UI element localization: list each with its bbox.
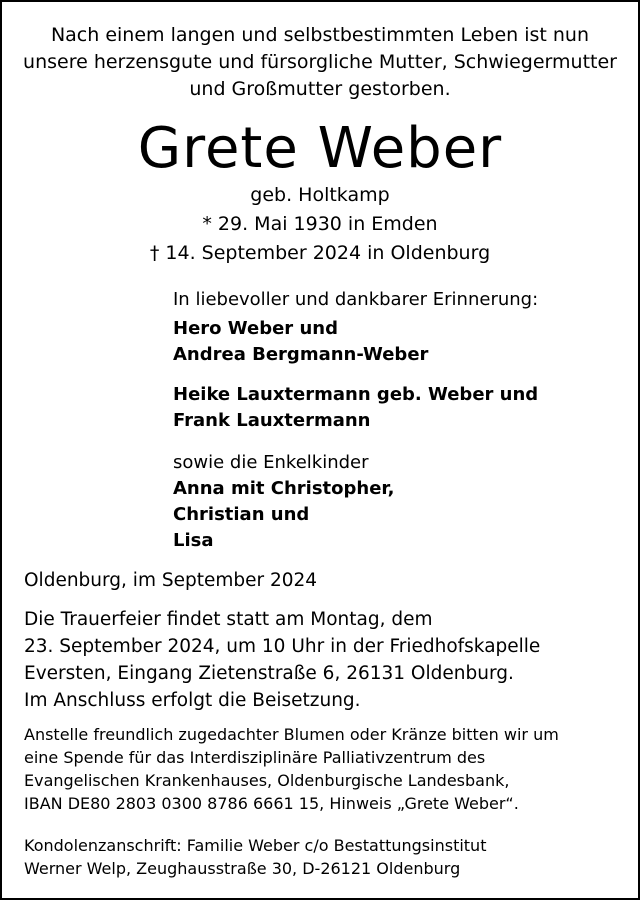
place-date: Oldenburg, im September 2024	[24, 570, 318, 591]
maiden-name: geb. Holtkamp	[250, 184, 390, 206]
intro-text	[2, 22, 638, 103]
mourner-family-2	[173, 382, 538, 434]
service-line: Im Anschluss erfolgt die Beisetzung.	[24, 690, 361, 711]
service-line: 23. September 2024, um 10 Uhr in der Friedhofskapelle	[24, 636, 541, 657]
grandchildren-intro: sowie die Enkelkinder	[173, 452, 369, 473]
birth-date: * 29. Mai 1930 in Emden	[202, 213, 438, 235]
grandchild-line: Anna mit Christopher,	[173, 478, 395, 499]
grandchild-line: Lisa	[173, 530, 214, 551]
donation-line: eine Spende für das Interdisziplinäre Palliativzentrum des	[24, 748, 486, 767]
grandchildren-list	[173, 476, 395, 554]
mourner-family-1	[173, 316, 428, 368]
deceased-name: Grete Weber	[137, 116, 503, 181]
mourner-line: Heike Lauxtermann geb. Weber und	[173, 384, 539, 405]
intro-line: und Großmutter gestorben.	[189, 78, 451, 100]
service-details	[24, 606, 540, 714]
mourner-line: Frank Lauxtermann	[173, 410, 371, 431]
mourner-line: Hero Weber und	[173, 318, 338, 339]
service-line: Eversten, Eingang Zietenstraße 6, 26131 Oldenburg.	[24, 663, 514, 684]
death-date: † 14. September 2024 in Oldenburg	[149, 242, 491, 264]
grandchild-line: Christian und	[173, 504, 310, 525]
donation-request	[24, 723, 559, 815]
intro-line: Nach einem langen und selbstbestimmten Leben ist nun	[50, 24, 590, 46]
mourner-line: Andrea Bergmann-Weber	[173, 344, 429, 365]
donation-line: Anstelle freundlich zugedachter Blumen oder Kränze bitten wir um	[24, 725, 559, 744]
service-line: Die Trauerfeier findet statt am Montag, dem	[24, 609, 433, 630]
condolence-line: Kondolenzanschrift: Familie Weber c/o Bestattungsinstitut	[24, 836, 487, 855]
mourners-heading: In liebevoller und dankbarer Erinnerung:	[173, 289, 539, 310]
condolence-line: Werner Welp, Zeughausstraße 30, D-26121 Oldenburg	[24, 859, 461, 878]
condolence-address	[24, 834, 486, 880]
donation-line: IBAN DE80 2803 0300 8786 6661 15, Hinweis „Grete Weber“.	[24, 794, 519, 813]
deceased-bio	[2, 181, 638, 268]
donation-line: Evangelischen Krankenhauses, Oldenburgische Landesbank,	[24, 771, 510, 790]
intro-line: unsere herzensgute und fürsorgliche Mutter, Schwiegermutter	[23, 51, 617, 73]
